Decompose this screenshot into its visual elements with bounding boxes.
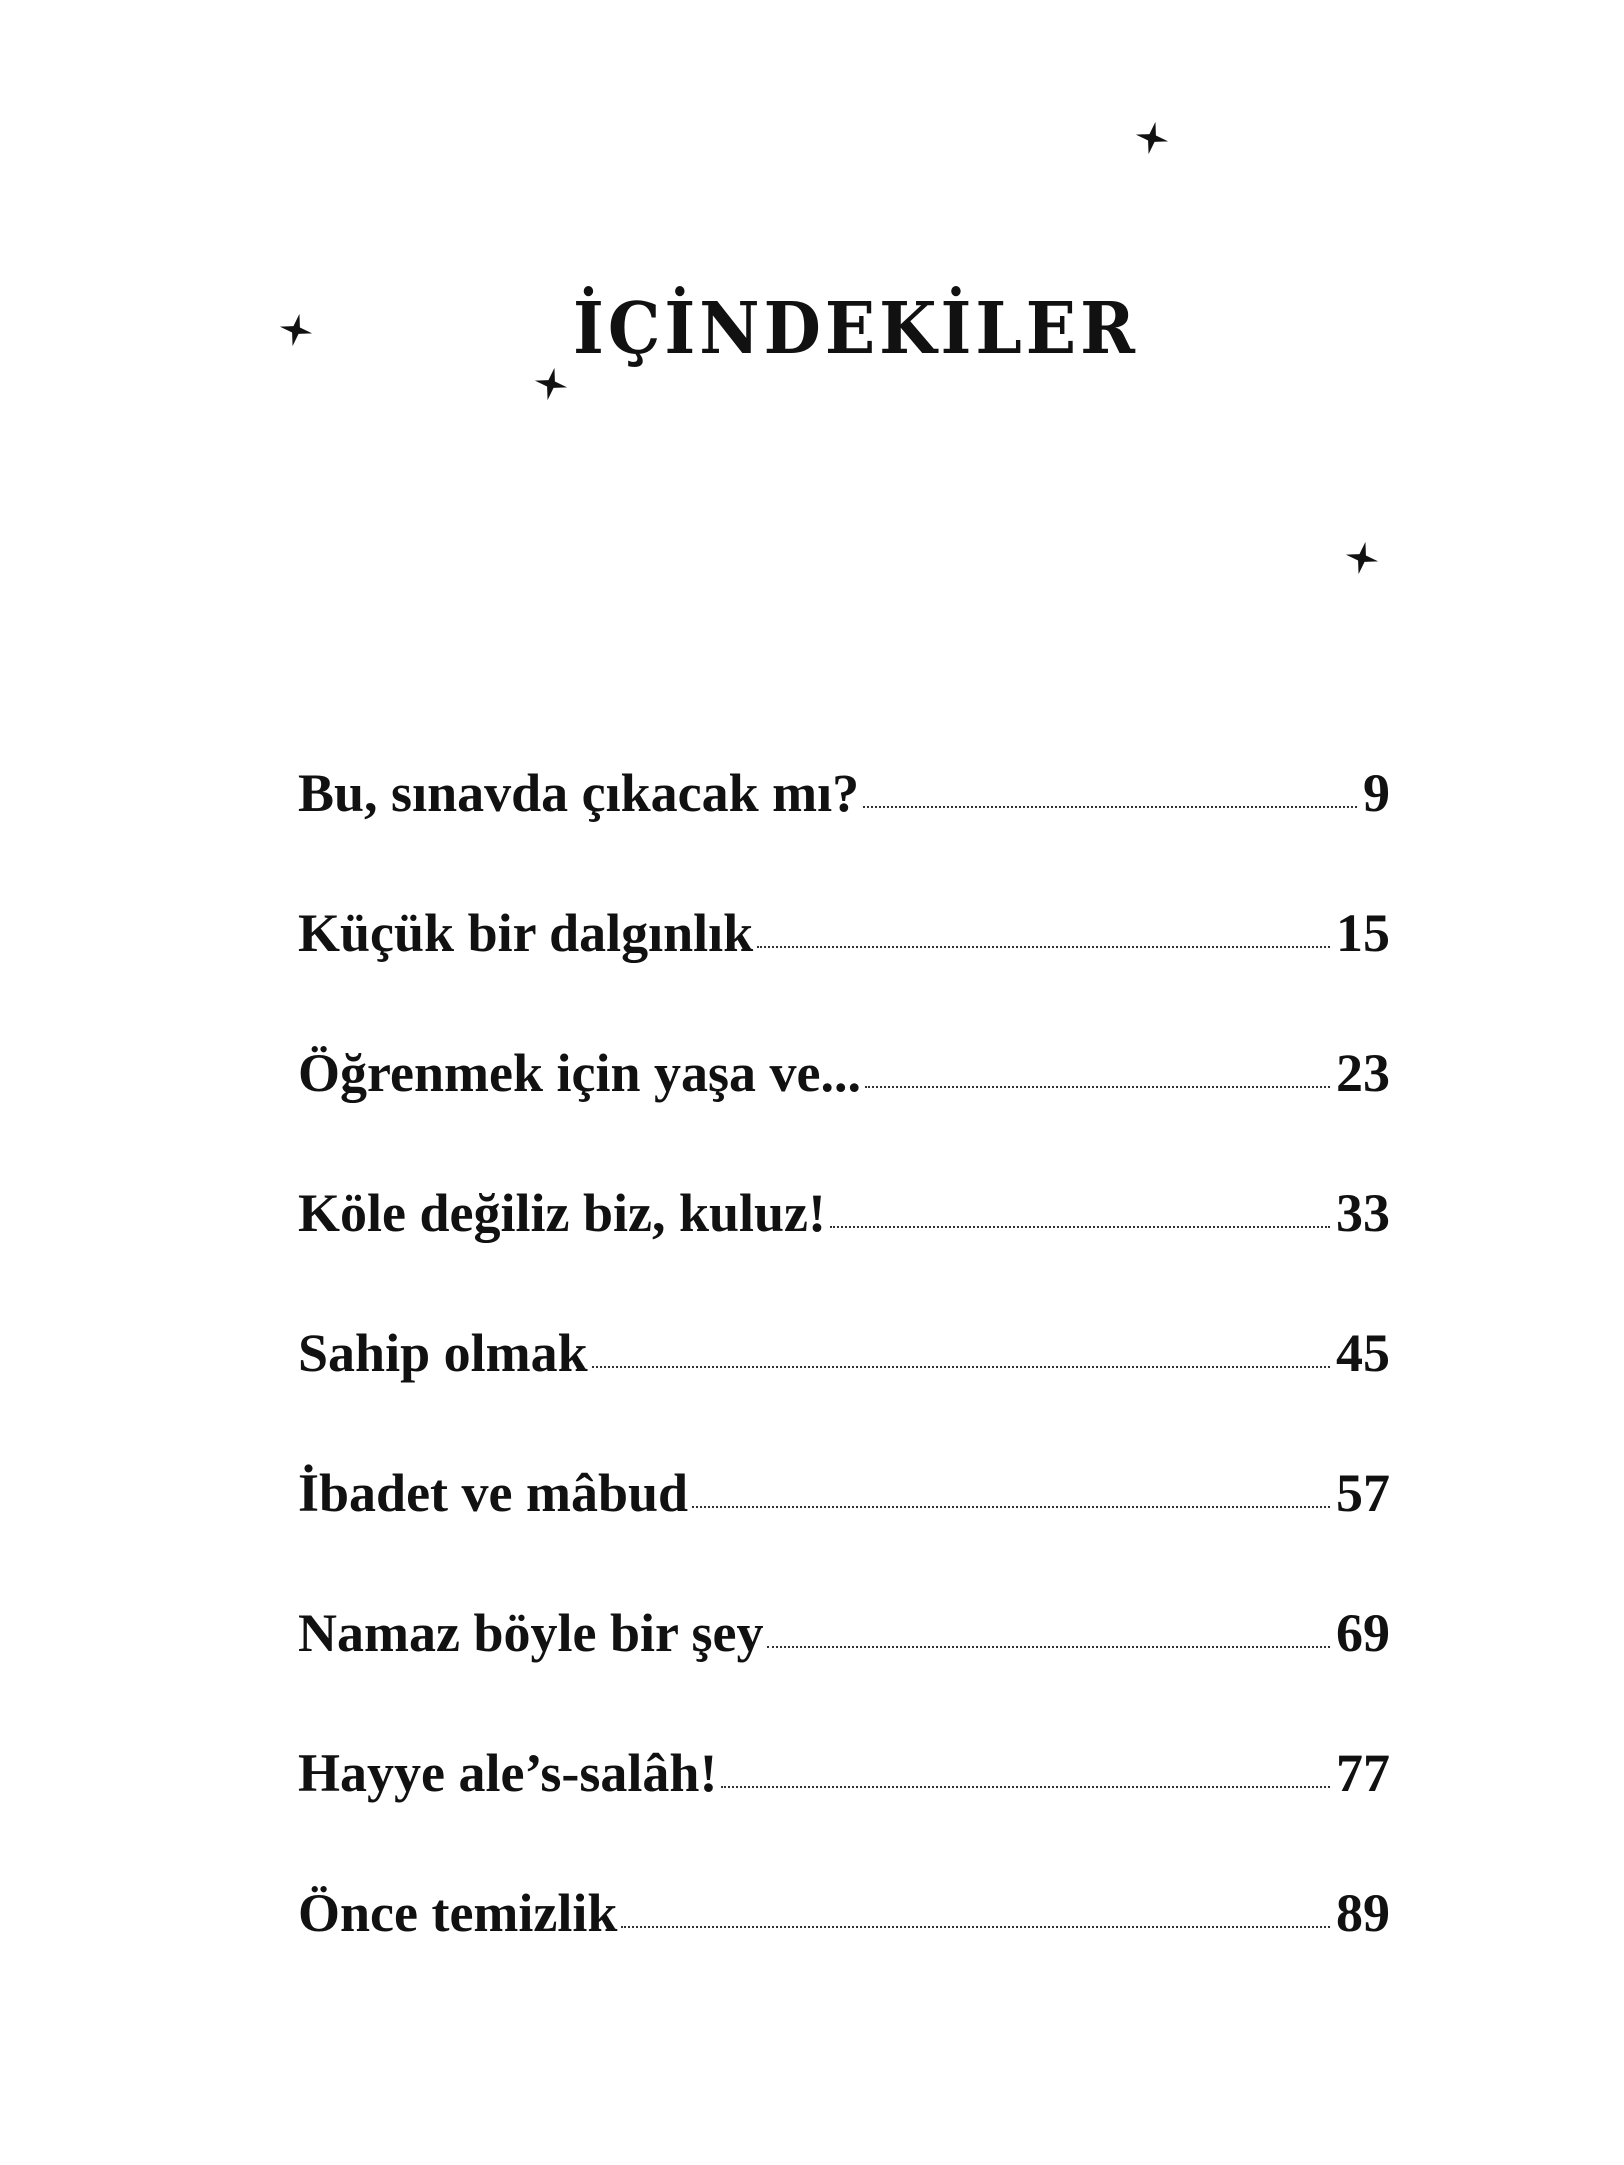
toc-entry[interactable]: [298, 1882, 1390, 2022]
toc-entry[interactable]: [298, 902, 1390, 1042]
toc-entry-page: 45: [1336, 1323, 1390, 1383]
toc-entry[interactable]: [298, 1602, 1390, 1742]
star-icon: [1344, 540, 1380, 576]
toc-entry-title: Sahip olmak: [298, 1323, 588, 1383]
toc-entry-page: 9: [1363, 763, 1390, 823]
star-icon: [533, 366, 569, 402]
toc-entry-page: 89: [1336, 1883, 1390, 1943]
toc-leader-dots: [592, 1366, 1330, 1368]
toc-entry[interactable]: [298, 1322, 1390, 1462]
toc-entry-title: Namaz böyle bir şey: [298, 1603, 764, 1663]
toc-entry-title: Küçük bir dalgınlık: [298, 903, 754, 963]
toc-leader-dots: [865, 1086, 1330, 1088]
toc-leader-dots: [757, 946, 1330, 948]
page-title: İÇİNDEKİLER: [573, 285, 1139, 371]
toc-entry-title: Önce temizlik: [298, 1883, 618, 1943]
toc-entry-title: Köle değiliz biz, kuluz!: [298, 1183, 827, 1243]
table-of-contents: [298, 762, 1390, 2022]
toc-entry-title: Hayye ale’s-salâh!: [298, 1743, 718, 1803]
toc-entry[interactable]: [298, 762, 1390, 902]
toc-leader-dots: [721, 1786, 1330, 1788]
toc-entry-title: Öğrenmek için yaşa ve...: [298, 1043, 861, 1103]
toc-entry[interactable]: [298, 1042, 1390, 1182]
toc-entry-page: 57: [1336, 1463, 1390, 1523]
toc-leader-dots: [863, 806, 1357, 808]
toc-leader-dots: [692, 1506, 1330, 1508]
toc-leader-dots: [767, 1646, 1330, 1648]
toc-entry-page: 69: [1336, 1603, 1390, 1663]
toc-entry-page: 15: [1336, 903, 1390, 963]
toc-entry-page: 77: [1336, 1743, 1390, 1803]
toc-entry-title: Bu, sınavda çıkacak mı?: [298, 763, 860, 823]
toc-entry[interactable]: [298, 1182, 1390, 1322]
toc-leader-dots: [830, 1226, 1330, 1228]
toc-entry[interactable]: [298, 1742, 1390, 1882]
toc-entry[interactable]: [298, 1462, 1390, 1602]
star-icon: [1134, 120, 1170, 156]
toc-entry-title: İbadet ve mâbud: [298, 1463, 689, 1523]
toc-leader-dots: [621, 1926, 1330, 1928]
toc-entry-page: 33: [1336, 1183, 1390, 1243]
toc-entry-page: 23: [1336, 1043, 1390, 1103]
